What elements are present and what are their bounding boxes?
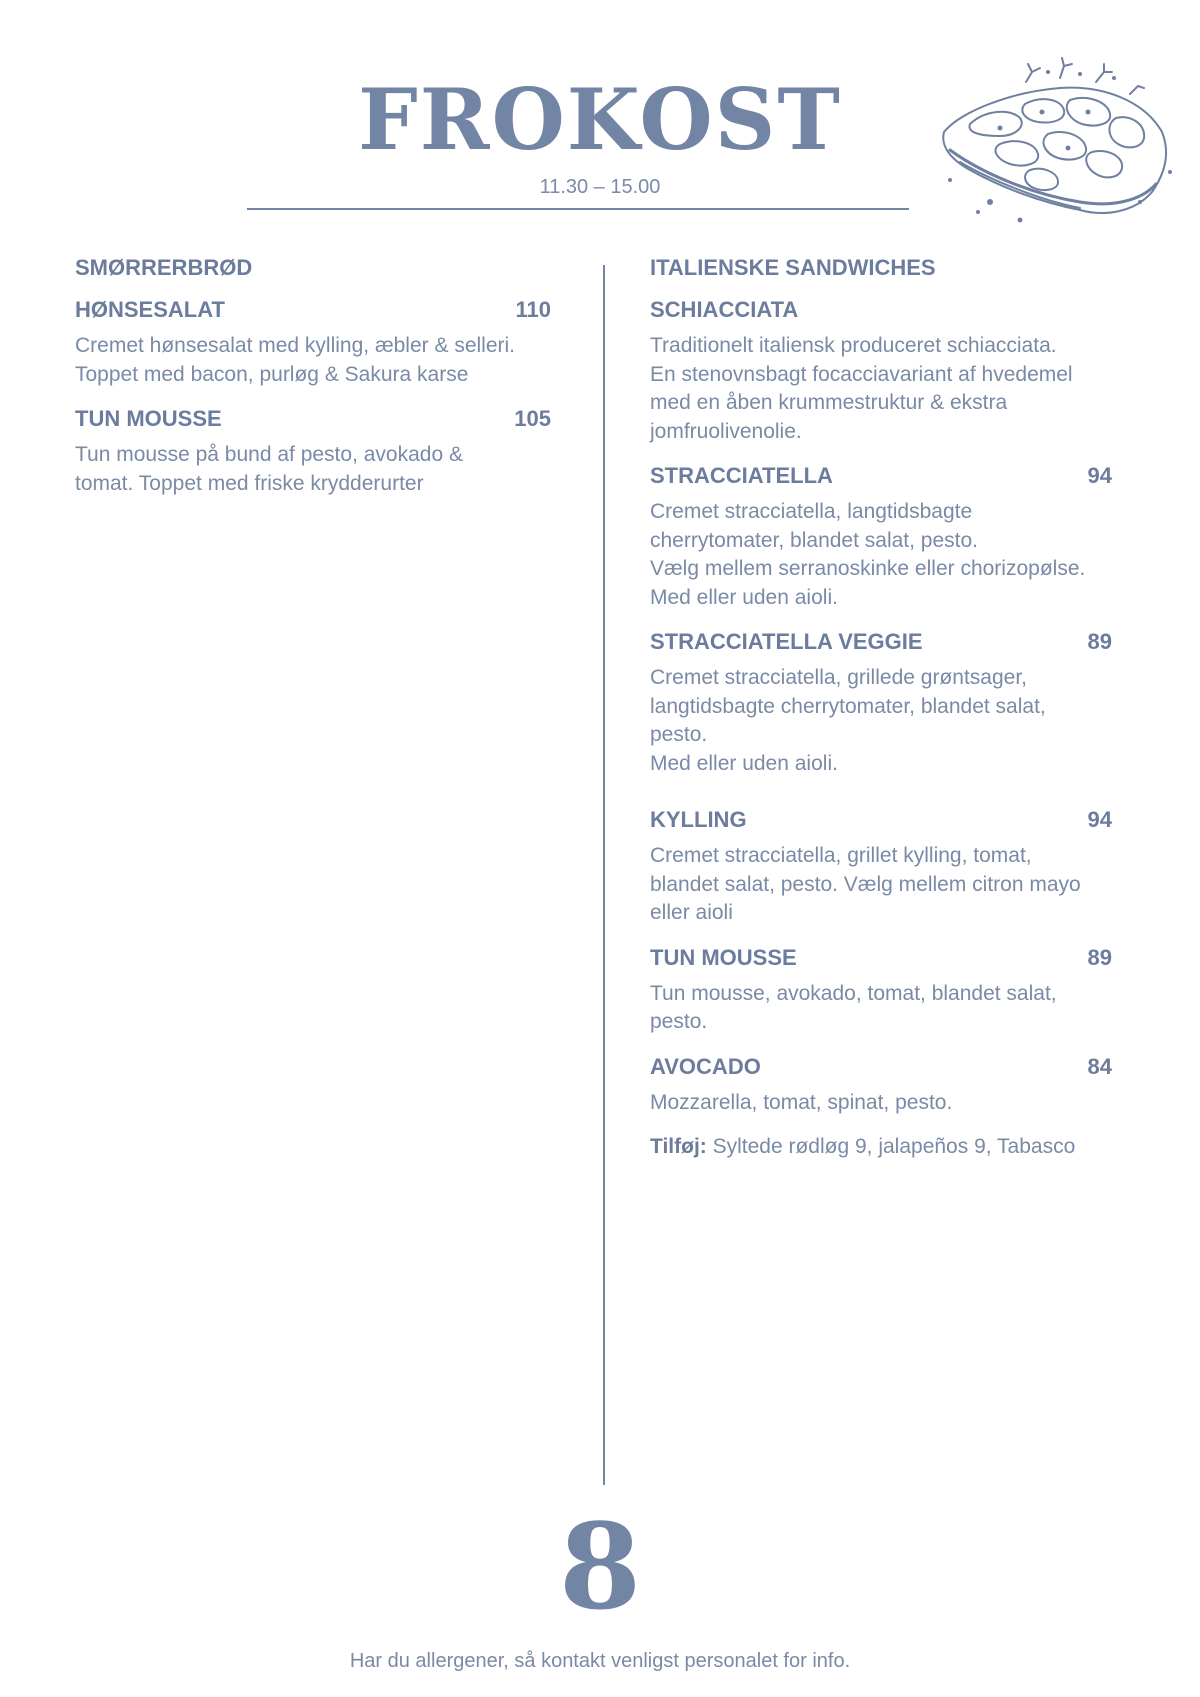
menu-item-header [650,628,1112,656]
column-divider [603,265,605,1485]
menu-item-name: STRACCIATELLA VEGGIE [650,629,923,654]
page-title: FROKOST [358,70,842,169]
addon-label: Tilføj: [650,1135,707,1158]
menu-item-header [650,944,1112,972]
menu-item-price: 94 [1087,463,1112,488]
menu-item [650,628,1112,778]
menu-item [650,462,1112,612]
menu-item-description: Mozzarella, tomat, spinat, pesto. [650,1090,953,1114]
page-number: 8 [558,1497,642,1636]
menu-item-price: 94 [1087,807,1112,832]
menu-item [650,806,1112,928]
menu-item-header [75,405,551,433]
right-column [650,254,1112,1161]
menu-intro-header [650,296,1112,324]
section-title-italian-sandwiches: ITALIENSKE SANDWICHES [650,255,936,280]
menu-item-name: TUN MOUSSE [75,406,222,431]
menu-item-header [650,806,1112,834]
menu-intro-description: Traditionelt italiensk produceret schiacciata. En stenovnsbagt focacciavariant af hvedemel med en åben krummestruktur & ekstra jomfruolivenolie. [650,334,1073,443]
menu-item-description: Cremet stracciatella, langtidsbagte cherrytomater, blandet salat, pesto. Vælg mellem serranoskinke eller chorizopølse. Med eller uden aioli. [650,500,1086,609]
menu-intro [650,296,1112,446]
menu-item-name: TUN MOUSSE [650,944,797,970]
menu-item-description: Tun mousse, avokado, tomat, blandet salat, pesto. [650,981,1057,1033]
allergen-notice: Har du allergener, så kontakt venligst personalet for info. [349,1650,851,1672]
menu-item-header [75,296,551,324]
menu-item-description: Cremet stracciatella, grillet kylling, tomat, blandet salat, pesto. Vælg mellem citron mayo eller aioli [650,844,1081,924]
menu-item-description: Cremet stracciatella, grillede grøntsager, langtidsbagte cherrytomater, blandet salat, pesto. Med eller uden aioli. [650,666,1046,775]
menu-item-name: AVOCADO [650,1053,761,1079]
menu-item [75,296,551,389]
menu-item-price: 84 [1087,1053,1112,1079]
menu-item-name: HØNSESALAT [75,297,225,322]
menu-item [650,944,1112,1037]
menu-item-header [650,1053,1112,1081]
menu-item-description: Tun mousse på bund af pesto, avokado & tomat. Toppet med friske krydderurter [75,443,463,495]
open-sandwich-illustration-icon [930,52,1180,230]
menu-item-price: 110 [515,297,551,322]
menu-item [75,405,551,498]
title-divider [247,208,909,210]
left-column [75,254,551,514]
opening-hours: 11.30 – 15.00 [539,176,661,198]
menu-item-price: 89 [1087,629,1112,654]
menu-item-price: 89 [1087,944,1112,970]
section-title-smorrebrod: SMØRRERBRØD [75,255,253,280]
menu-item-price: 105 [514,406,551,431]
menu-item-description: Cremet hønsesalat med kylling, æbler & selleri. Toppet med bacon, purløg & Sakura karse [75,334,515,386]
menu-item-name: STRACCIATELLA [650,463,833,488]
menu-item [650,1053,1112,1118]
menu-intro-name: SCHIACCIATA [650,297,799,322]
addon-line [650,1133,1112,1161]
addon-text: Syltede rødløg 9, jalapeños 9, Tabasco [706,1135,1076,1158]
menu-item-name: KYLLING [650,807,747,832]
menu-item-header [650,462,1112,490]
